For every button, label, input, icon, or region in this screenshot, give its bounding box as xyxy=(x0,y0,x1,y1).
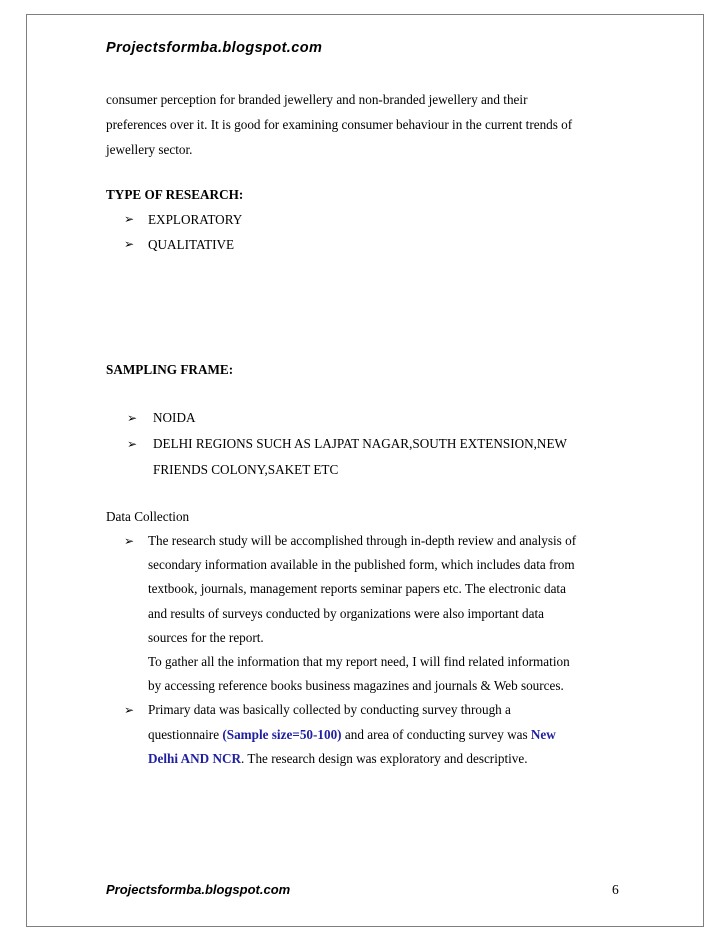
data-collection-list xyxy=(124,529,626,771)
list-item-label: EXPLORATORY xyxy=(148,212,243,227)
intro-line: preferences over it. It is good for examining consumer behaviour in the current trends of xyxy=(106,117,573,132)
list-item-line: FRIENDS COLONY,SAKET ETC xyxy=(153,462,339,477)
region-highlight: New xyxy=(530,726,556,742)
list-item-line: DELHI REGIONS SUCH AS LAJPAT NAGAR,SOUTH EXTENSION,NEW xyxy=(153,436,567,451)
text-run: and area of conducting survey was xyxy=(341,726,531,742)
arrow-bullet-icon: ➢ xyxy=(124,237,135,251)
list-item xyxy=(124,207,626,232)
arrow-bullet-icon: ➢ xyxy=(127,411,138,425)
intro-line: jewellery sector. xyxy=(106,142,193,157)
page-content xyxy=(106,87,626,771)
list-item-line: sources for the report. xyxy=(148,629,264,645)
page-header: Projectsformba.blogspot.com xyxy=(106,40,323,56)
list-item xyxy=(124,232,626,257)
list-item xyxy=(127,431,626,483)
list-item xyxy=(124,698,626,771)
text-run: . The research design was exploratory and descriptive. xyxy=(241,750,528,766)
footer-divider xyxy=(104,874,624,875)
data-collection-heading: Data Collection xyxy=(106,509,190,524)
footer-site: Projectsformba.blogspot.com xyxy=(106,882,291,897)
region-highlight: Delhi AND NCR xyxy=(148,750,242,766)
arrow-bullet-icon: ➢ xyxy=(127,437,138,451)
page-number: 6 xyxy=(612,882,619,897)
type-of-research-heading: TYPE OF RESEARCH: xyxy=(106,187,244,202)
intro-paragraph xyxy=(106,87,646,162)
sampling-frame-heading: SAMPLING FRAME: xyxy=(106,362,234,377)
arrow-bullet-icon: ➢ xyxy=(124,212,135,226)
list-item xyxy=(124,529,626,698)
sampling-frame-list xyxy=(127,405,626,483)
list-item-line: by accessing reference books business magazines and journals & Web sources. xyxy=(148,678,564,694)
list-item-line: The research study will be accomplished through in-depth review and analysis of xyxy=(148,533,577,548)
text-run: questionnaire xyxy=(148,726,223,742)
list-item-label: QUALITATIVE xyxy=(148,237,235,252)
arrow-bullet-icon: ➢ xyxy=(124,703,135,718)
list-item-line xyxy=(148,747,626,771)
list-item-line: and results of surveys conducted by organizations were also important data xyxy=(148,605,545,621)
list-item-line: textbook, journals, management reports seminar papers etc. The electronic data xyxy=(148,581,566,597)
list-item-line: Primary data was basically collected by conducting survey through a xyxy=(148,702,511,718)
list-item-line: secondary information available in the published form, which includes data from xyxy=(148,557,575,573)
list-item-label: NOIDA xyxy=(153,410,196,425)
list-item-line xyxy=(148,723,626,747)
type-of-research-list xyxy=(124,207,626,257)
list-item xyxy=(127,405,626,431)
sample-size-highlight: (Sample size=50-100) xyxy=(222,726,342,742)
intro-line: consumer perception for branded jewellery and non-branded jewellery and their xyxy=(106,92,528,107)
list-item-line: To gather all the information that my report need, I will find related information xyxy=(148,654,570,670)
arrow-bullet-icon: ➢ xyxy=(124,534,135,548)
